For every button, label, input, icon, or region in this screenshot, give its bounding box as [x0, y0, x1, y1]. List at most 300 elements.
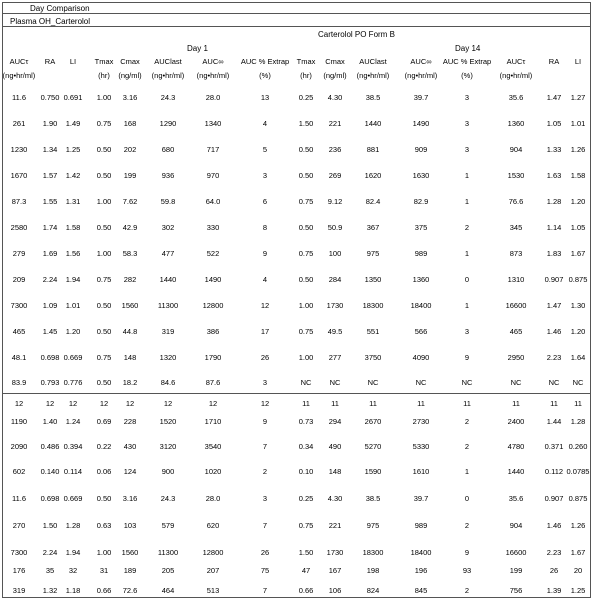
table-cell: 680	[161, 145, 175, 154]
table-cell: 1.47	[546, 301, 562, 310]
stat-cell: 103	[123, 521, 137, 530]
column-header: LI	[69, 57, 77, 66]
table-cell: 477	[161, 249, 175, 258]
table-cell: 2.24	[42, 275, 58, 284]
stat-cell: 26	[549, 566, 559, 575]
table-cell: 49.5	[327, 327, 343, 336]
table-cell: 11300	[157, 301, 179, 310]
stat-cell: 12	[125, 399, 135, 408]
table-cell: 279	[12, 249, 26, 258]
table-cell: 0.50	[298, 171, 314, 180]
table-cell: 269	[328, 171, 342, 180]
stat-cell: 47	[301, 566, 311, 575]
stat-cell: 189	[123, 566, 137, 575]
stat-cell: 2670	[364, 417, 382, 426]
table-cell: 3	[464, 119, 470, 128]
column-unit: (ng/ml)	[118, 71, 142, 80]
table-cell: 5	[262, 145, 268, 154]
table-cell: 42.9	[122, 223, 138, 232]
table-cell: 936	[161, 171, 175, 180]
table-cell: 566	[414, 327, 428, 336]
table-cell: 0.50	[96, 301, 112, 310]
table-cell: 18.2	[122, 378, 138, 387]
analyte-label: Plasma OH_Carterolol	[10, 17, 91, 26]
table-cell: 1440	[364, 119, 382, 128]
table-cell: 1.05	[570, 223, 586, 232]
table-cell: 909	[414, 145, 428, 154]
stat-cell: 904	[509, 521, 523, 530]
column-unit: (ng•hr/ml)	[499, 71, 533, 80]
stat-cell: 2	[464, 417, 470, 426]
column-header: RA	[548, 57, 560, 66]
table-cell: 3	[262, 171, 268, 180]
stat-cell: 1590	[364, 467, 382, 476]
table-cell: 0.75	[298, 197, 314, 206]
stat-cell: 0.698	[40, 494, 60, 503]
stat-cell: 38.5	[365, 494, 381, 503]
table-cell: 1.74	[42, 223, 58, 232]
stat-cell: 18400	[410, 548, 432, 557]
table-cell: 16600	[505, 301, 527, 310]
stat-cell: 1.18	[65, 586, 81, 595]
table-cell: 44.8	[122, 327, 138, 336]
stat-cell: 0.394	[63, 442, 83, 451]
stat-cell: 9	[464, 548, 470, 557]
stat-cell: 12	[68, 399, 78, 408]
table-cell: 84.6	[160, 378, 176, 387]
table-cell: 1	[464, 197, 470, 206]
stat-cell: 167	[328, 566, 342, 575]
stat-cell: 0.10	[298, 467, 314, 476]
stat-cell: 0.66	[96, 586, 112, 595]
table-cell: 1.90	[42, 119, 58, 128]
stat-cell: 0.114	[63, 467, 83, 476]
stat-cell: 2090	[10, 442, 28, 451]
stat-cell: 2	[262, 467, 268, 476]
table-cell: 0.776	[63, 378, 83, 387]
stat-cell: 148	[328, 467, 342, 476]
stat-cell: 1.00	[96, 548, 112, 557]
stat-cell: 72.6	[122, 586, 138, 595]
table-cell: 18300	[362, 301, 384, 310]
stat-cell: 221	[328, 521, 342, 530]
table-cell: 48.1	[11, 353, 27, 362]
table-cell: 2.23	[546, 353, 562, 362]
column-unit: (ng•hr/ml)	[151, 71, 185, 80]
stat-cell: 32	[68, 566, 78, 575]
table-cell: 1230	[10, 145, 28, 154]
stat-cell: 1020	[204, 467, 222, 476]
table-cell: 3	[464, 145, 470, 154]
stat-cell: 106	[328, 586, 342, 595]
table-cell: 1.83	[546, 249, 562, 258]
stat-cell: 0.371	[544, 442, 564, 451]
table-cell: 0.75	[96, 119, 112, 128]
column-header: AUClast	[154, 57, 182, 66]
table-cell: 0.50	[96, 378, 112, 387]
table-cell: 1.50	[298, 119, 314, 128]
stat-cell: 16600	[505, 548, 527, 557]
table-cell: 873	[509, 249, 523, 258]
column-unit: (hr)	[98, 71, 110, 80]
table-cell: 1.20	[570, 197, 586, 206]
table-cell: 282	[123, 275, 137, 284]
table-cell: 4	[262, 275, 268, 284]
column-header: AUC % Extrap	[442, 57, 492, 66]
table-cell: 4	[262, 119, 268, 128]
stat-cell: 11	[512, 399, 520, 408]
table-cell: 717	[206, 145, 220, 154]
stat-cell: 989	[414, 521, 428, 530]
stat-cell: 0.140	[40, 467, 60, 476]
stat-cell: 7	[262, 586, 268, 595]
table-cell: 0.75	[298, 249, 314, 258]
table-cell: 0.50	[298, 275, 314, 284]
table-cell: 12	[260, 301, 270, 310]
stat-cell: 12	[45, 399, 55, 408]
table-cell: 0.50	[298, 145, 314, 154]
stat-cell: 199	[509, 566, 523, 575]
stat-cell: 11	[550, 399, 558, 408]
stat-cell: 7	[262, 442, 268, 451]
stat-cell: 11	[331, 399, 339, 408]
table-cell: 1630	[412, 171, 430, 180]
table-cell: 1340	[204, 119, 222, 128]
table-cell: 1620	[364, 171, 382, 180]
table-cell: NC	[572, 378, 584, 387]
stat-cell: 35	[45, 566, 55, 575]
stat-cell: 39.7	[413, 494, 429, 503]
stat-cell: 198	[366, 566, 380, 575]
stat-cell: 1710	[204, 417, 222, 426]
stat-cell: 1	[464, 467, 470, 476]
table-cell: 26	[260, 353, 270, 362]
stat-cell: 900	[161, 467, 175, 476]
table-cell: 221	[328, 119, 342, 128]
column-header: AUCτ	[506, 57, 526, 66]
table-cell: 209	[12, 275, 26, 284]
table-cell: 2580	[10, 223, 28, 232]
stat-cell: 490	[328, 442, 342, 451]
stat-cell: 2	[464, 586, 470, 595]
table-cell: 0.75	[96, 275, 112, 284]
table-cell: 3	[464, 93, 470, 102]
stat-cell: 4.30	[327, 494, 343, 503]
table-cell: 1.14	[546, 223, 562, 232]
table-cell: 1530	[507, 171, 525, 180]
stat-cell: 2400	[507, 417, 525, 426]
stat-cell: 31	[99, 566, 109, 575]
table-cell: 1	[464, 301, 470, 310]
stat-cell: 196	[414, 566, 428, 575]
table-cell: 1.47	[546, 93, 562, 102]
table-cell: 0.669	[63, 353, 83, 362]
table-cell: 0.25	[298, 93, 314, 102]
stat-cell: 1.39	[546, 586, 562, 595]
stat-cell: 0.73	[298, 417, 314, 426]
table-cell: 1290	[159, 119, 177, 128]
column-header: LI	[574, 57, 582, 66]
stat-cell: 9	[262, 417, 268, 426]
stat-cell: 1440	[507, 467, 525, 476]
stat-cell: 2	[464, 442, 470, 451]
table-cell: 1.00	[96, 93, 112, 102]
table-cell: 0.907	[544, 275, 564, 284]
table-cell: 59.8	[160, 197, 176, 206]
table-cell: 2	[464, 223, 470, 232]
stat-cell: 0.260	[568, 442, 588, 451]
table-cell: 236	[328, 145, 342, 154]
stat-cell: 0.486	[40, 442, 60, 451]
report-title: Day Comparison	[30, 4, 90, 13]
stat-cell: 845	[414, 586, 428, 595]
table-cell: 13	[260, 93, 270, 102]
stat-cell: 1.50	[298, 548, 314, 557]
table-cell: 0.750	[40, 93, 60, 102]
stat-cell: 1520	[159, 417, 177, 426]
table-cell: 1.01	[570, 119, 586, 128]
table-cell: 345	[509, 223, 523, 232]
table-cell: 24.3	[160, 93, 176, 102]
table-cell: 1.55	[42, 197, 58, 206]
table-cell: 386	[206, 327, 220, 336]
table-cell: 83.9	[11, 378, 27, 387]
stat-cell: 7	[262, 521, 268, 530]
table-cell: NC	[329, 378, 341, 387]
table-cell: 1.27	[570, 93, 586, 102]
stat-cell: 0.50	[96, 494, 112, 503]
table-cell: 1.30	[570, 301, 586, 310]
table-cell: 202	[123, 145, 137, 154]
table-cell: 1.33	[546, 145, 562, 154]
stat-cell: 7300	[10, 548, 28, 557]
table-cell: 11.6	[11, 93, 27, 102]
table-cell: 0.875	[568, 275, 588, 284]
table-cell: 261	[12, 119, 26, 128]
table-cell: NC	[510, 378, 522, 387]
table-cell: 58.3	[122, 249, 138, 258]
stat-cell: 5330	[412, 442, 430, 451]
table-cell: 64.0	[205, 197, 221, 206]
stat-cell: 0.875	[568, 494, 588, 503]
stat-cell: 0.907	[544, 494, 564, 503]
table-cell: 9.12	[327, 197, 343, 206]
table-cell: NC	[300, 378, 312, 387]
stat-cell: 620	[206, 521, 220, 530]
table-cell: 6	[262, 197, 268, 206]
table-cell: 881	[366, 145, 380, 154]
stat-cell: 0.06	[96, 467, 112, 476]
table-cell: 375	[414, 223, 428, 232]
stat-cell: 11	[417, 399, 425, 408]
stat-cell: 0.69	[96, 417, 112, 426]
stat-cell: 3540	[204, 442, 222, 451]
stat-cell: 12	[260, 399, 270, 408]
table-cell: 1.00	[298, 301, 314, 310]
table-cell: 1490	[204, 275, 222, 284]
table-cell: 12800	[202, 301, 224, 310]
stat-cell: 756	[509, 586, 523, 595]
table-cell: NC	[548, 378, 560, 387]
table-cell: 1.20	[570, 327, 586, 336]
stat-cell: 28.0	[205, 494, 221, 503]
stat-cell: 579	[161, 521, 175, 530]
table-cell: 17	[260, 327, 270, 336]
stat-cell: 602	[12, 467, 26, 476]
stat-cell: 12	[14, 399, 24, 408]
table-cell: 4090	[412, 353, 430, 362]
table-cell: 1.00	[298, 353, 314, 362]
stat-cell: 12	[163, 399, 173, 408]
stat-cell: 1190	[10, 417, 28, 426]
stat-cell: 2	[464, 521, 470, 530]
column-header: RA	[44, 57, 56, 66]
table-cell: 7.62	[122, 197, 138, 206]
stat-cell: 1.40	[42, 417, 58, 426]
stat-cell: 0.34	[298, 442, 314, 451]
table-cell: NC	[461, 378, 473, 387]
stat-cell: 1.46	[546, 521, 562, 530]
stat-cell: 1.28	[570, 417, 586, 426]
table-cell: 0.793	[40, 378, 60, 387]
stat-cell: 228	[123, 417, 137, 426]
table-cell: 551	[366, 327, 380, 336]
table-cell: 8	[262, 223, 268, 232]
table-cell: 1.31	[65, 197, 81, 206]
stat-cell: 0.63	[96, 521, 112, 530]
table-cell: 1.57	[42, 171, 58, 180]
stat-cell: 3.16	[122, 494, 138, 503]
table-cell: 7300	[10, 301, 28, 310]
stat-cell: 270	[12, 521, 26, 530]
table-cell: 2950	[507, 353, 525, 362]
stat-cell: 12	[208, 399, 218, 408]
stat-cell: 11	[369, 399, 377, 408]
table-cell: 1.00	[96, 197, 112, 206]
column-header: AUC∞	[410, 57, 432, 66]
stat-cell: 11	[463, 399, 471, 408]
stat-cell: 26	[260, 548, 270, 557]
stat-cell: 1730	[326, 548, 344, 557]
divider	[2, 393, 591, 394]
table-cell: 35.6	[508, 93, 524, 102]
stat-cell: 1560	[121, 548, 139, 557]
table-cell: 1.09	[42, 301, 58, 310]
table-cell: 1.49	[65, 119, 81, 128]
stat-cell: 176	[12, 566, 26, 575]
stat-cell: 1.44	[546, 417, 562, 426]
table-cell: 1	[464, 249, 470, 258]
table-cell: 3	[262, 378, 268, 387]
column-header: Tmax	[94, 57, 114, 66]
table-cell: 82.4	[365, 197, 381, 206]
table-cell: 148	[123, 353, 137, 362]
stat-cell: 1.50	[42, 521, 58, 530]
column-unit: (ng/ml)	[323, 71, 347, 80]
stat-cell: 3	[262, 494, 268, 503]
table-cell: 0.75	[96, 353, 112, 362]
column-unit: (hr)	[300, 71, 312, 80]
stat-cell: 0.0785	[566, 467, 590, 476]
table-cell: 1360	[507, 119, 525, 128]
stat-cell: 11.6	[11, 494, 27, 503]
stat-cell: 5270	[364, 442, 382, 451]
column-header: Tmax	[296, 57, 316, 66]
column-header: AUClast	[359, 57, 387, 66]
stat-cell: 93	[462, 566, 472, 575]
table-cell: 1.01	[65, 301, 81, 310]
table-cell: 1360	[412, 275, 430, 284]
table-cell: 1560	[121, 301, 139, 310]
table-cell: 0.50	[96, 327, 112, 336]
table-cell: NC	[415, 378, 427, 387]
table-cell: 87.3	[11, 197, 27, 206]
stat-cell: 0.25	[298, 494, 314, 503]
table-cell: 28.0	[205, 93, 221, 102]
stat-cell: 24.3	[160, 494, 176, 503]
table-cell: 1.69	[42, 249, 58, 258]
stat-cell: 207	[206, 566, 220, 575]
group-title: Carterolol PO Form B	[318, 30, 395, 39]
table-cell: 3	[464, 327, 470, 336]
stat-cell: 0	[464, 494, 470, 503]
stat-cell: 20	[573, 566, 583, 575]
table-cell: 1.58	[65, 223, 81, 232]
stat-cell: 4780	[507, 442, 525, 451]
stat-cell: 1.28	[65, 521, 81, 530]
column-unit: (ng•hr/ml)	[2, 71, 36, 80]
stat-cell: 0.112	[544, 467, 564, 476]
table-cell: 367	[366, 223, 380, 232]
table-cell: 1440	[159, 275, 177, 284]
table-cell: 465	[12, 327, 26, 336]
stat-cell: 0.75	[298, 521, 314, 530]
day1-label: Day 1	[187, 44, 208, 53]
table-cell: 18400	[410, 301, 432, 310]
table-cell: 9	[464, 353, 470, 362]
table-cell: 975	[366, 249, 380, 258]
table-cell: 1.58	[570, 171, 586, 180]
day14-label: Day 14	[455, 44, 481, 53]
table-cell: 1320	[159, 353, 177, 362]
table-cell: 1.56	[65, 249, 81, 258]
table-cell: 199	[123, 171, 137, 180]
stat-cell: 1.26	[570, 521, 586, 530]
divider	[2, 13, 591, 14]
table-cell: 1.05	[546, 119, 562, 128]
table-cell: 76.6	[508, 197, 524, 206]
table-cell: 1350	[364, 275, 382, 284]
stat-cell: 1610	[412, 467, 430, 476]
stat-cell: 12800	[202, 548, 224, 557]
table-cell: 302	[161, 223, 175, 232]
table-cell: 3.16	[122, 93, 138, 102]
table-cell: 38.5	[365, 93, 381, 102]
table-cell: 0.50	[96, 171, 112, 180]
table-cell: 1310	[507, 275, 525, 284]
stat-cell: 35.6	[508, 494, 524, 503]
stat-cell: 319	[12, 586, 26, 595]
column-header: Cmax	[120, 57, 140, 66]
table-cell: 3750	[364, 353, 382, 362]
table-cell: 1670	[10, 171, 28, 180]
table-cell: 1	[464, 171, 470, 180]
table-cell: 989	[414, 249, 428, 258]
stat-cell: 124	[123, 467, 137, 476]
table-cell: NC	[367, 378, 379, 387]
stat-cell: 0.669	[63, 494, 83, 503]
table-cell: 1.63	[546, 171, 562, 180]
